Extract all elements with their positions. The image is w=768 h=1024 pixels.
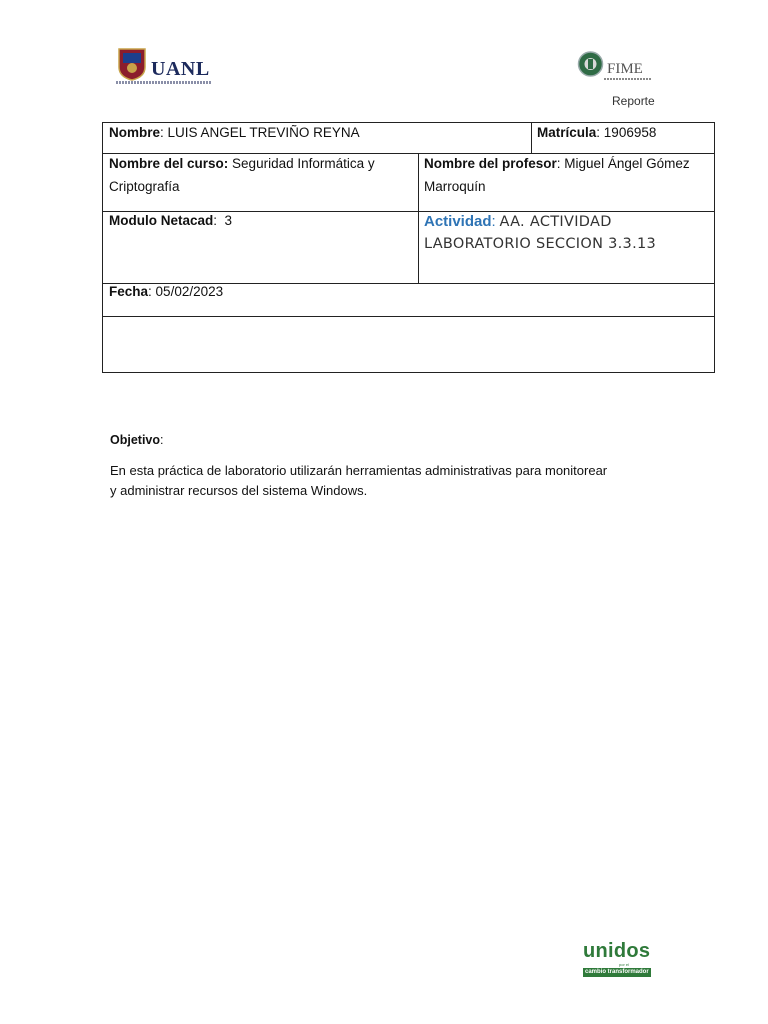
professor-value-line1: Miguel Ángel Gómez (564, 156, 690, 171)
objective-line: En esta práctica de laboratorio utilizarán herramientas administrativas para monitorear (110, 463, 608, 478)
activity-cell: Actividad: AA. ACTIVIDAD LABORATORIO SECCION 3.3.13 (424, 213, 657, 252)
objective-title: Objetivo: (110, 433, 164, 447)
activity-label: Actividad (424, 213, 492, 230)
course-name-cell (103, 152, 418, 198)
date-cell: Fecha: 05/02/2023 (109, 284, 224, 299)
date-value: 05/02/2023 (155, 284, 224, 299)
unidos-wordmark: unidos (583, 940, 651, 962)
uanl-wordmark: UANL (151, 58, 210, 80)
student-name-label: Nombre (109, 125, 161, 140)
objective-line: y administrar recursos del sistema Windows. (110, 483, 368, 498)
professor-value-line2: Marroquín (424, 179, 486, 194)
student-name-value: LUIS ANGEL TREVIÑO REYNA (167, 125, 360, 140)
fime-wordmark: FIME (607, 61, 643, 77)
uanl-logo (114, 46, 210, 86)
report-label: Reporte (612, 94, 655, 108)
professor-label: Nombre del profesor (424, 156, 557, 171)
professor-cell: Nombre del profesor: Miguel Ángel Gómez Marroquín (424, 156, 690, 194)
date-label: Fecha (109, 284, 149, 299)
objective-text (110, 461, 670, 501)
course-name-value-line1: Seguridad Informática y (232, 156, 375, 171)
unidos-logo (583, 940, 653, 978)
student-id-value: 1906958 (603, 125, 657, 140)
uanl-subtitle-strip (116, 81, 212, 84)
student-id-cell: Matrícula: 1906958 (537, 125, 657, 140)
course-name-label: Nombre del curso: (109, 156, 229, 171)
uanl-shield-icon (117, 47, 147, 81)
empty-cell (103, 316, 714, 372)
course-name-value-line2: Criptografía (109, 179, 180, 194)
info-table (102, 122, 715, 373)
module-value: 3 (224, 213, 233, 228)
unidos-small-text: por el (619, 962, 630, 967)
student-name-cell: Nombre: LUIS ANGEL TREVIÑO REYNA (109, 125, 360, 140)
module-cell: Modulo Netacad: 3 (109, 213, 233, 228)
fime-logo (577, 47, 657, 87)
activity-value-line2: LABORATORIO SECCION 3.3.13 (424, 236, 657, 252)
activity-value-line1: AA. ACTIVIDAD (499, 214, 612, 230)
fime-subtitle-strip (604, 78, 652, 80)
student-id-label: Matrícula (537, 125, 597, 140)
fime-emblem-icon (577, 49, 604, 79)
unidos-tagline-bar: cambio transformador (583, 968, 651, 977)
module-label: Modulo Netacad (109, 213, 214, 228)
